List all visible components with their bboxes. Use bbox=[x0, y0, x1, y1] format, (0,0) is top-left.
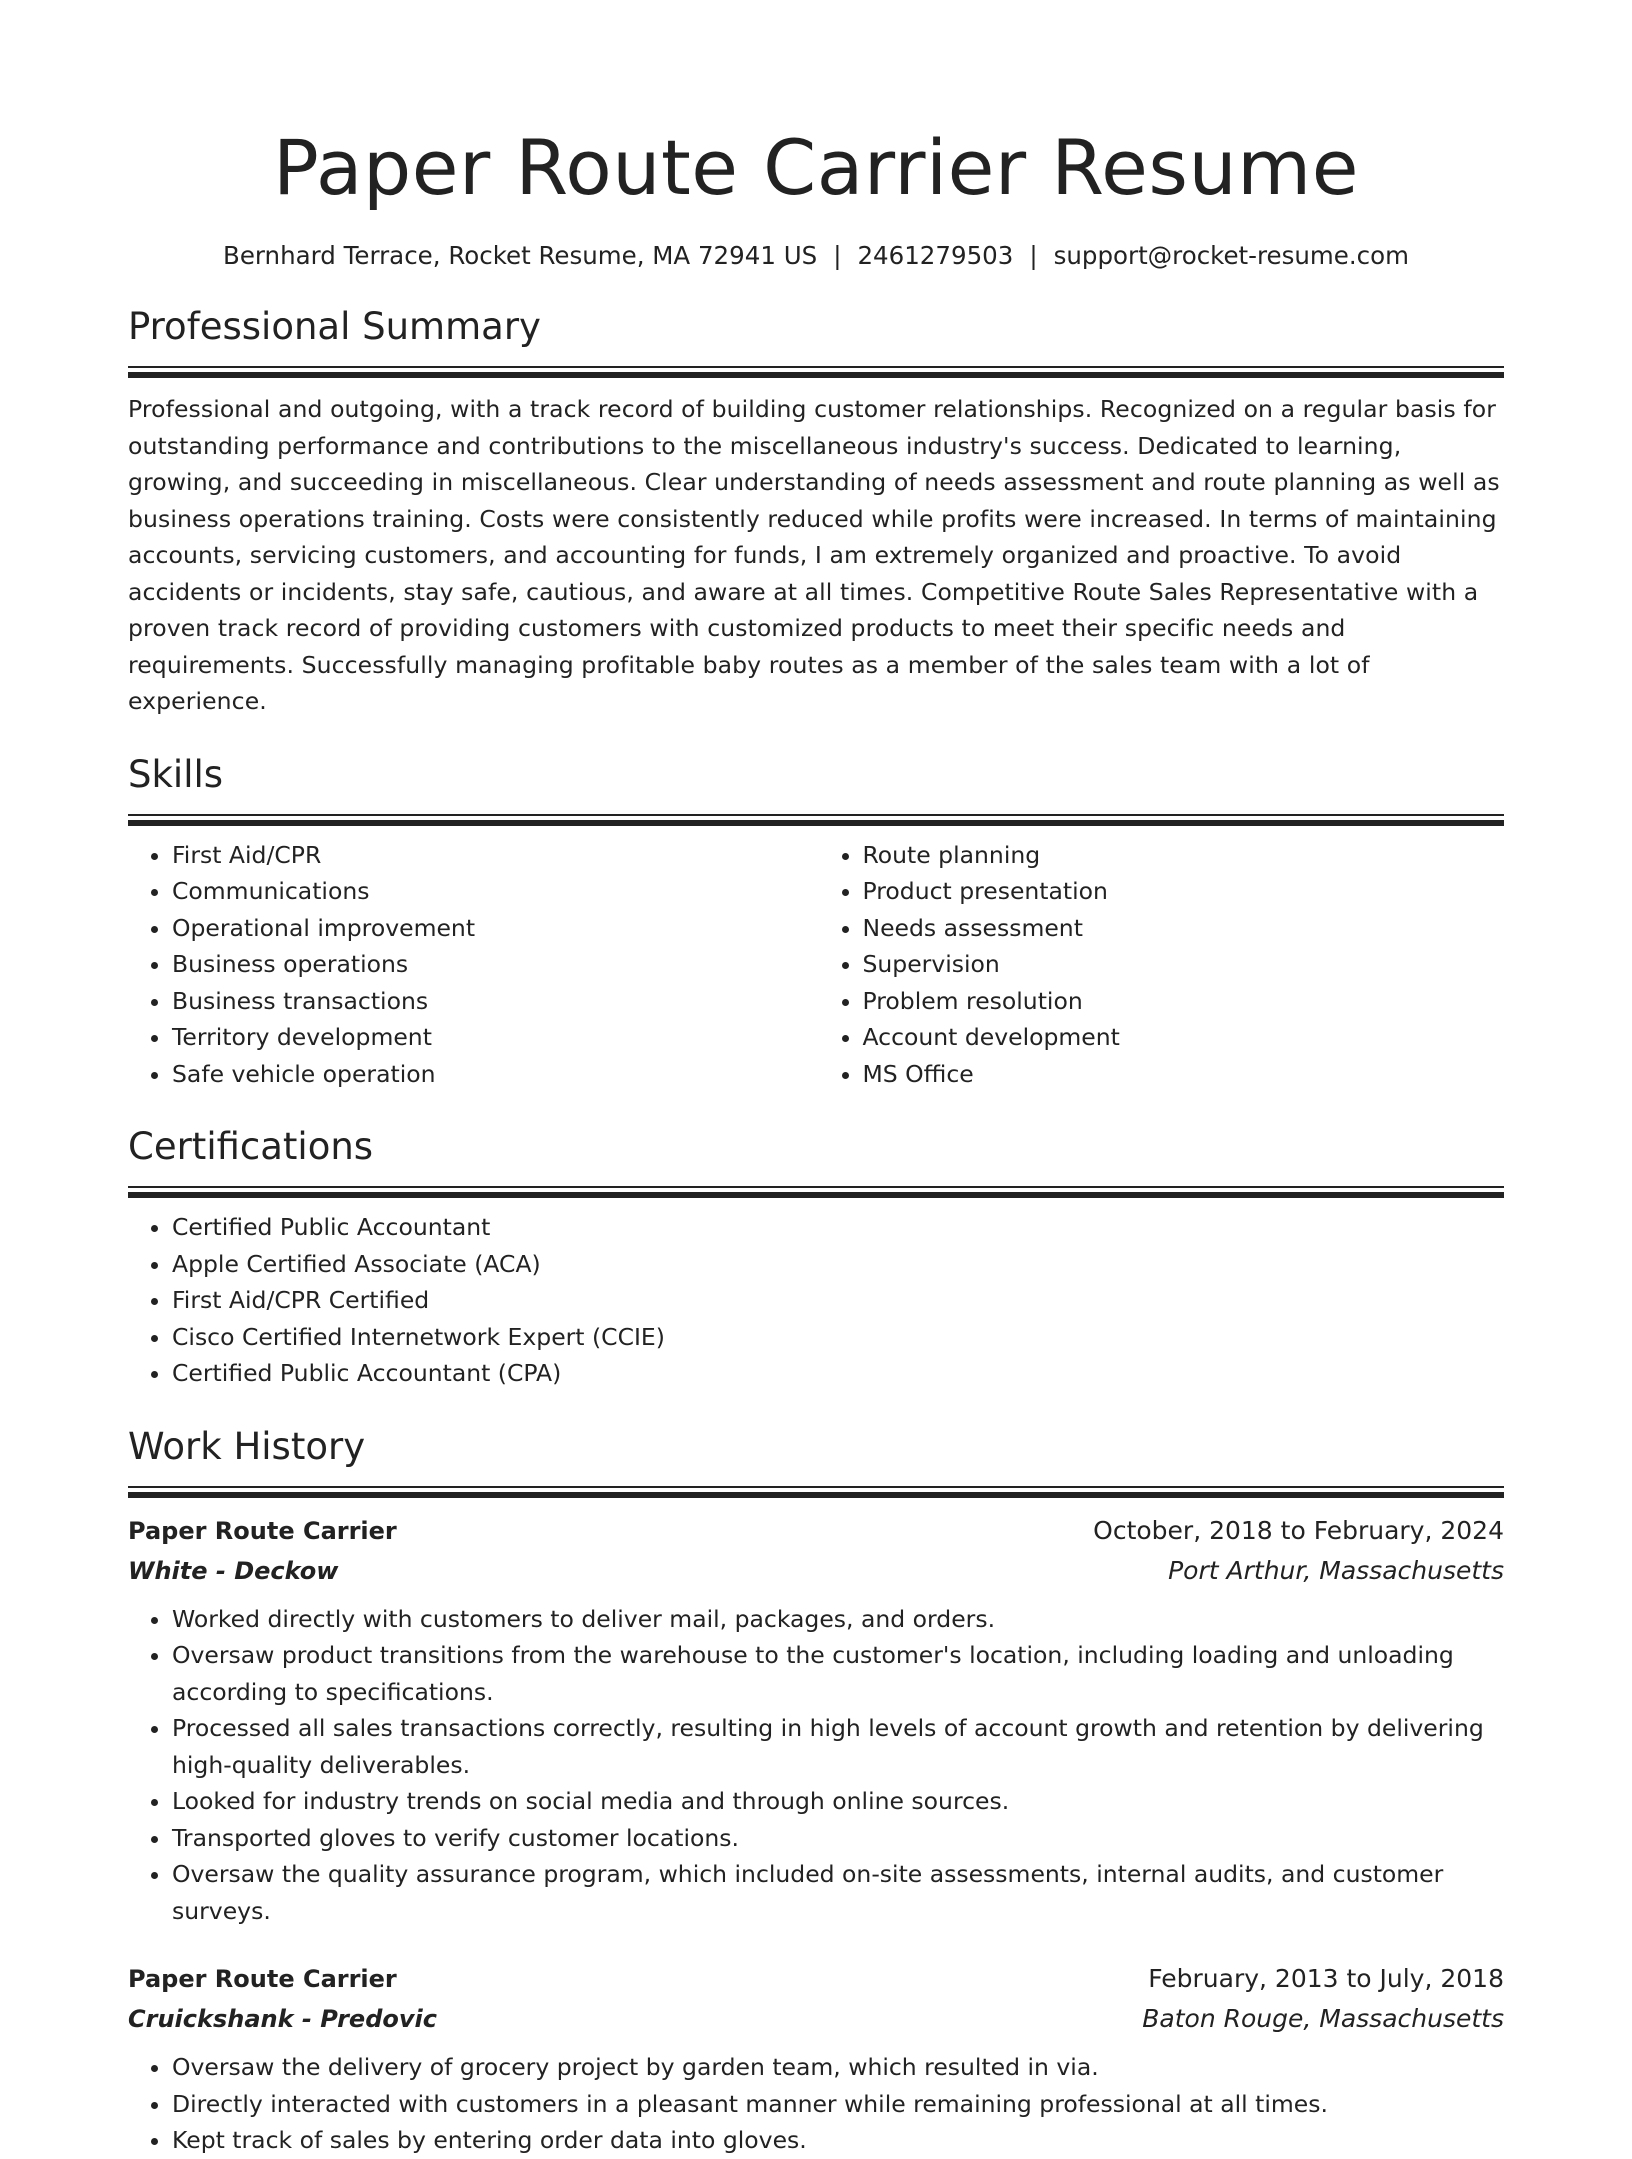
job-company-row bbox=[128, 1999, 1504, 2039]
job-bullets bbox=[128, 2049, 1504, 2159]
skill-item: • Safe vehicle operation bbox=[172, 1056, 814, 1093]
contact-address: Bernhard Terrace, Rocket Resume, MA 72941 US bbox=[223, 241, 818, 270]
certification-item: • Certified Public Accountant (CPA) bbox=[172, 1355, 1504, 1392]
skills-section bbox=[128, 750, 1504, 1093]
resume-title: Paper Route Carrier Resume bbox=[273, 123, 1359, 212]
job-location: Baton Rouge, Massachusetts bbox=[1142, 2004, 1504, 2033]
section-heading: Work History bbox=[128, 1424, 366, 1468]
skill-item: • Needs assessment bbox=[863, 910, 1505, 947]
job-bullets bbox=[128, 1601, 1504, 1930]
job-location: Port Arthur, Massachusetts bbox=[1168, 1555, 1504, 1585]
job-entry bbox=[128, 1959, 1504, 2159]
contact-separator: | bbox=[833, 241, 842, 270]
job-bullet: • Transported gloves to verify customer locations. bbox=[172, 1820, 1504, 1857]
job-title: Paper Route Carrier bbox=[128, 1516, 397, 1545]
skill-item: • Operational improvement bbox=[172, 910, 814, 947]
job-bullet: • Worked directly with customers to deliver mail, packages, and orders. bbox=[172, 1601, 1504, 1638]
skill-item: • Territory development bbox=[172, 1019, 814, 1056]
job-bullet: • Processed all sales transactions correctly, resulting in high levels of account growth and retention by delivering high-quality deliverables. bbox=[172, 1710, 1504, 1783]
certifications-list bbox=[128, 1209, 1504, 1392]
certifications-section bbox=[128, 1122, 1504, 1392]
certification-item: • Certified Public Accountant bbox=[172, 1209, 1504, 1246]
job-company-row bbox=[128, 1551, 1504, 1591]
skills-columns bbox=[128, 837, 1504, 1093]
job-entry bbox=[128, 1511, 1504, 1930]
summary-section bbox=[128, 302, 1504, 720]
job-dates: February, 2013 to July, 2018 bbox=[1148, 1964, 1504, 1993]
job-company: White - Deckow bbox=[128, 1556, 339, 1585]
skill-item: • Product presentation bbox=[863, 873, 1505, 910]
job-bullet: • Oversaw product transitions from the warehouse to the customer's location, including loading and unloading according to specifications. bbox=[172, 1637, 1504, 1710]
skill-item: • Supervision bbox=[863, 946, 1505, 983]
contact-separator: | bbox=[1029, 241, 1038, 270]
skill-item: • First Aid/CPR bbox=[172, 837, 814, 874]
skill-item: • Business transactions bbox=[172, 983, 814, 1020]
certification-item: • First Aid/CPR Certified bbox=[172, 1282, 1504, 1319]
summary-text: Professional and outgoing, with a track record of building customer relationships. Recognized on a regular basis for outstanding performance and contributions to the miscellaneous industry's success. Dedicated to learning, growing, and succeeding in miscellaneous. Clear understanding of needs assessment and route planning as well as business operations training. Costs were consistently reduced while profits were increased. In terms of maintaining accounts, servicing customers, and accounting for funds, I am extremely organized and proactive. To avoid accidents or incidents, stay safe, cautious, and aware at all times. Competitive Route Sales Representative with a proven track record of providing customers with customized products to meet their specific needs and requirements. Successfully managing profitable baby routes as a member of the sales team with a lot of experience. bbox=[128, 395, 1500, 715]
skill-item: • Route planning bbox=[863, 837, 1505, 874]
skill-item: • Account development bbox=[863, 1019, 1505, 1056]
skills-list-left bbox=[128, 837, 814, 1093]
work-history-section bbox=[128, 1422, 1504, 2159]
skills-list-right bbox=[814, 837, 1505, 1093]
section-heading: Professional Summary bbox=[128, 305, 541, 348]
contact-line bbox=[128, 240, 1504, 272]
certification-item: • Cisco Certified Internetwork Expert (CCIE) bbox=[172, 1319, 1504, 1356]
job-bullet: • Oversaw the quality assurance program, which included on-site assessments, internal audits, and customer surveys. bbox=[172, 1856, 1504, 1929]
section-heading: Skills bbox=[128, 752, 224, 796]
skill-item: • Problem resolution bbox=[863, 983, 1505, 1020]
contact-email: support@rocket-resume.com bbox=[1053, 241, 1409, 270]
section-divider bbox=[128, 814, 1504, 825]
section-divider bbox=[128, 366, 1504, 377]
section-divider bbox=[128, 1186, 1504, 1197]
skill-item: • Communications bbox=[172, 873, 814, 910]
certification-item: • Apple Certified Associate (ACA) bbox=[172, 1246, 1504, 1283]
section-heading: Certifications bbox=[128, 1125, 374, 1168]
skill-item: • MS Office bbox=[863, 1056, 1505, 1093]
job-bullet: • Oversaw the delivery of grocery project by garden team, which resulted in via. bbox=[172, 2049, 1504, 2086]
job-header-row bbox=[128, 1959, 1504, 1999]
job-bullet: • Directly interacted with customers in a pleasant manner while remaining professional at all times. bbox=[172, 2086, 1504, 2123]
skill-item: • Business operations bbox=[172, 946, 814, 983]
job-title: Paper Route Carrier bbox=[128, 1965, 397, 1993]
job-dates: October, 2018 to February, 2024 bbox=[1093, 1515, 1504, 1545]
section-divider bbox=[128, 1486, 1504, 1497]
job-header-row bbox=[128, 1511, 1504, 1551]
job-company: Cruickshank - Predovic bbox=[128, 2005, 437, 2033]
contact-phone: 2461279503 bbox=[857, 241, 1014, 270]
job-bullet: • Kept track of sales by entering order data into gloves. bbox=[172, 2122, 1504, 2159]
job-bullet: • Looked for industry trends on social media and through online sources. bbox=[172, 1783, 1504, 1820]
